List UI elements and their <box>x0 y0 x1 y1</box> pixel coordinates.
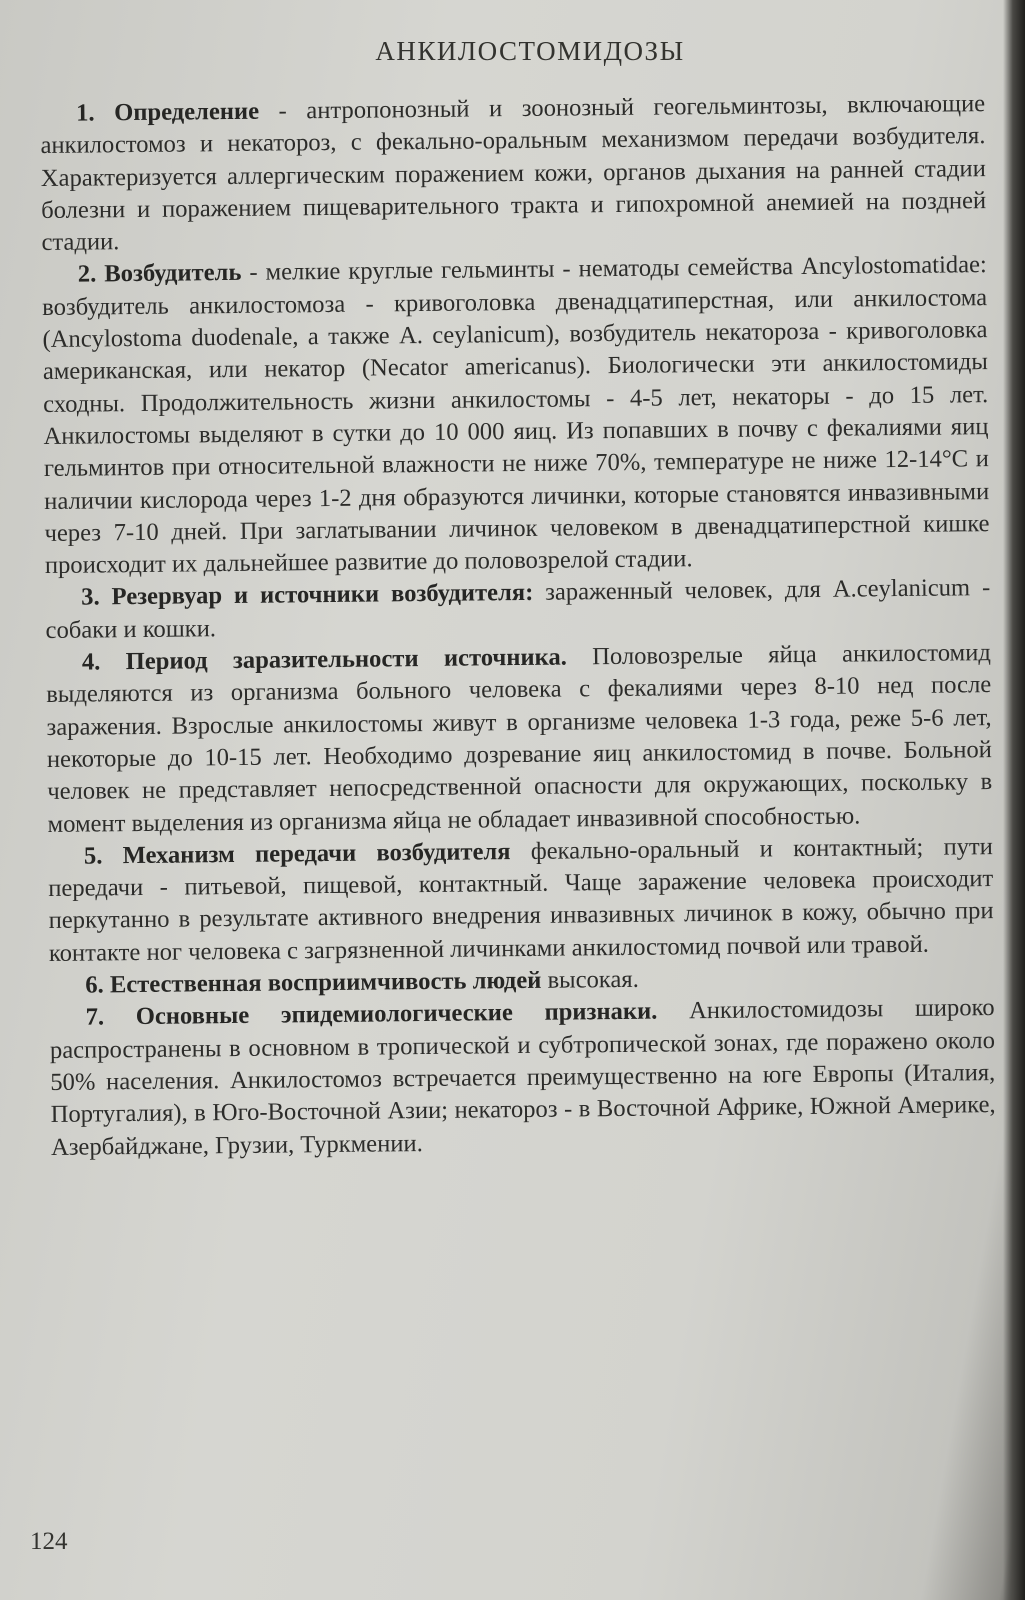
section-text: Анкилостомидозы широко распространены в основном в тропической и субтропической зонах, где поражено около 50% населения. Анкилостомоз встречается преимущественно на юге Европы (Италия, Португалия), в Юго-Восточной Азии; некатороз - в Восточной Африке, Южной Америке, Азербайджане, Грузии, Туркмении. <box>49 994 996 1161</box>
body-text <box>40 88 996 1164</box>
section-text: зараженный человек, для A.ceylanicum - собаки и кошки. <box>45 574 991 644</box>
page-heading: АНКИЛОСТОМИДОЗЫ <box>375 36 685 66</box>
section-contagious-period <box>46 637 993 841</box>
section-text: высокая. <box>541 965 639 994</box>
section-title: 5. Механизм передачи возбудителя <box>83 837 511 870</box>
section-pathogen <box>42 250 990 583</box>
book-spine-shadow <box>1003 0 1025 1600</box>
page-number: 124 <box>30 1528 68 1555</box>
section-epidemiology <box>49 992 996 1163</box>
section-text: Половозрелые яйца анкилостомид выделяются из организма больного человека с фекалиями через 8-10 нед после заражения. Взрослые анкилостомы живут в организме человека 1-3 года, реже 5-6 лет, некоторые до 10-15 лет. Необходимо дозревание яиц анкилостомид в почве. Больной человек не представляет непосредственной опасности для окружающих, поскольку в момент выделения из организма яйца не обладает инвазивной способностью. <box>46 639 993 838</box>
section-text: - антропонозный и зоонозный геогельминтозы, включающие анкилостомоз и некатороз, с фекально-оральным механизмом передачи возбудителя. Характеризуется аллергическим поражением кожи, органов дыхания на ранней стадии болезни и поражением пищеварительного тракта и гипохромной анемией на поздней стадии. <box>40 90 987 257</box>
section-text: фекально-оральный и контактный; пути передачи - питьевой, пищевой, контактный. Чаще заражение человека происходит перкутанно в результате активного внедрения инвазивных личинок в кожу, обычно при контакте ног человека с загрязненной личинками анкилостомид почвой или травой. <box>48 832 994 967</box>
section-title: 4. Период заразительности источника. <box>81 643 567 676</box>
section-title: 6. Естественная восприимчивость людей <box>85 966 542 999</box>
section-title: 2. Возбудитель <box>77 259 242 289</box>
section-definition <box>40 88 987 259</box>
section-text: - мелкие круглые гельминты - нематоды семейства Ancylostomatidae: возбудитель анкилостомоза - кривоголовка двенадцатиперстная, или анкилостома (Ancylostoma duodenale, а также A. ceylanicum), возбудитель некатороза - кривоголовка американская, или некатор (Necator americanus). Биологически эти анкилостомиды сходны. Продолжительность жизни анкилостомы - 4-5 лет, некаторы - до 15 лет. Анкилостомы выделяют в сутки до 10 000 яиц. Из попавших в почву с фекалиями яиц гельминтов при относительной влажности не ниже 70%, температуре не ниже 12-14°С и наличии кислорода через 1-2 дня образуются личинки, которые становятся инвазивными через 7-10 дней. При заглатывании личинок человеком в двенадцатиперстной кишке происходит их дальнейшее развитие до половозрелой стадии. <box>42 251 990 580</box>
section-title: 1. Определение <box>76 97 260 127</box>
section-transmission <box>48 831 994 970</box>
section-title: 3. Резервуар и источники возбудителя: <box>81 579 534 612</box>
section-title: 7. Основные эпидемиологические признаки. <box>85 997 658 1031</box>
section-reservoir <box>45 573 991 647</box>
